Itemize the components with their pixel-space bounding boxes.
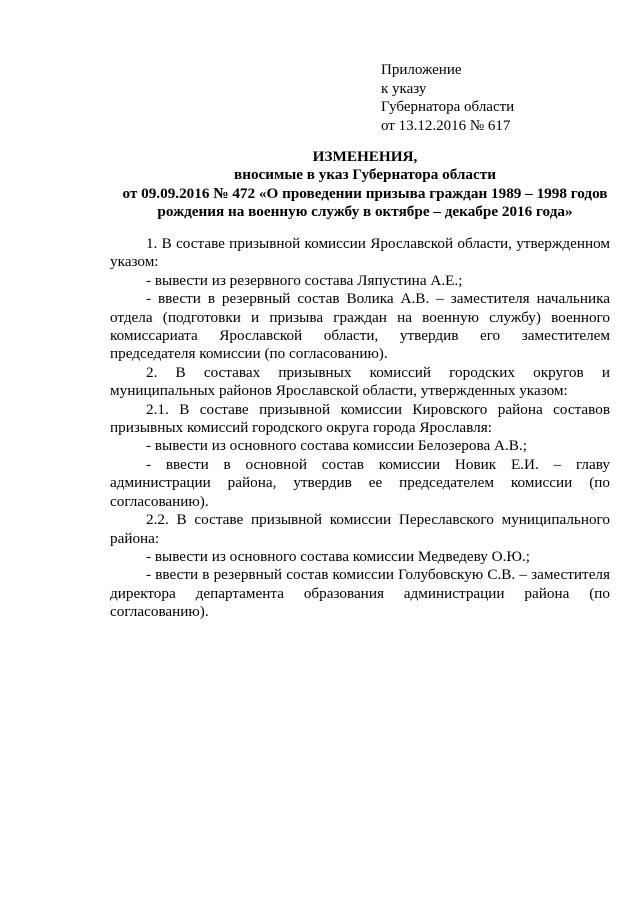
title-line: от 09.09.2016 № 472 «О проведении призыва граждан 1989 – 1998 годов xyxy=(122,184,608,202)
document-title xyxy=(100,148,630,221)
paragraph-bullet: - ввести в основной состав комиссии Новик Е.И. – главу администрации района, утвердив ее председателем комиссии (по согласованию). xyxy=(110,455,610,510)
title-heading: ИЗМЕНЕНИЯ, xyxy=(312,148,418,165)
paragraph-item-1: 1. В составе призывной комиссии Ярославской области, утвержденном указом: xyxy=(110,235,610,271)
paragraph-item-2-2: 2.2. В составе призывной комиссии Переславского муниципального района: xyxy=(110,511,610,547)
appendix-date-number: от 13.12.2016 № 617 xyxy=(381,117,511,134)
paragraph-bullet: - вывести из резервного состава Ляпустина А.Е.; xyxy=(146,271,463,289)
appendix-header xyxy=(381,61,514,135)
appendix-line: Приложение xyxy=(381,62,462,78)
paragraph-item-2: 2. В составах призывных комиссий городских округов и муниципальных районов Ярославской области, утвержденных указом: xyxy=(110,363,610,400)
appendix-line: к указу xyxy=(381,80,427,97)
paragraph-item-2-1: 2.1. В составе призывной комиссии Кировского района составов призывных комиссий городского округа города Ярославля: xyxy=(110,400,610,437)
paragraph-bullet: - вывести из основного состава комиссии Белозерова А.В.; xyxy=(146,437,527,455)
document-body xyxy=(110,235,610,622)
appendix-line: Губернатора области xyxy=(381,99,515,115)
title-line: вносимые в указ Губернатора области xyxy=(234,166,496,184)
paragraph-bullet: - ввести в резервный состав комиссии Голубовскую С.В. – заместителя директора департамента образования администрации района (по согласованию). xyxy=(110,566,610,621)
paragraph-bullet: - вывести из основного состава комиссии Медведеву О.Ю.; xyxy=(146,547,531,565)
paragraph-bullet: - ввести в резервный состав Волика А.В. – заместителя начальника отдела (подготовки и призыва граждан на военную службу) военного комиссариата Ярославской области, утвердив его заместителем председателя комиссии (по согласованию). xyxy=(110,290,610,363)
title-line: рождения на военную службу в октябре – декабре 2016 года» xyxy=(157,202,573,220)
